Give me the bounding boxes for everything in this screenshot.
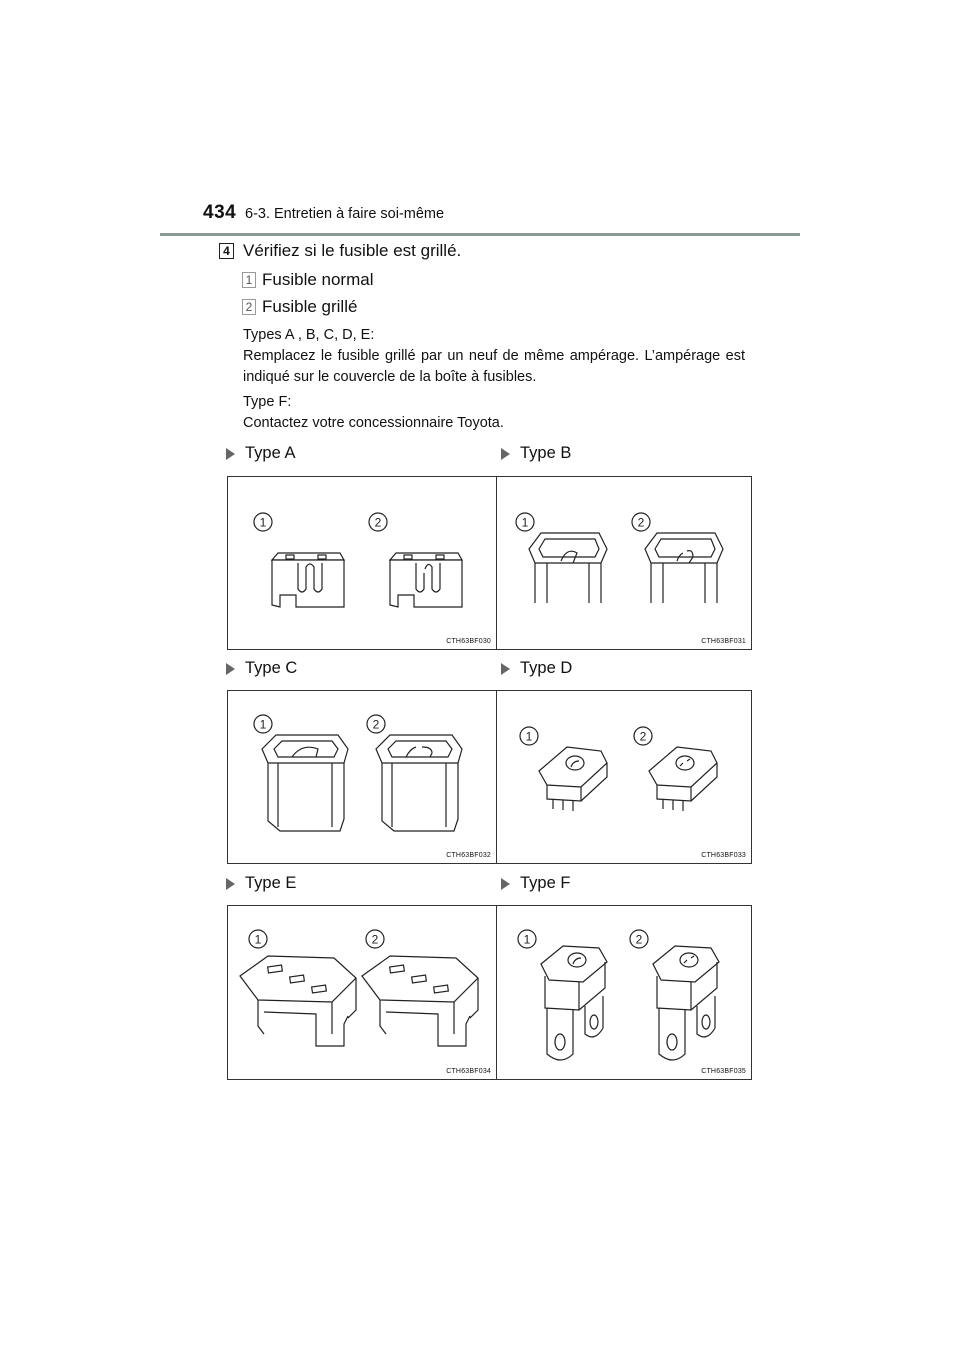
callout-2 <box>634 727 652 745</box>
figure-code: CTH63BF033 <box>701 852 746 859</box>
triangle-bullet-icon <box>226 663 235 675</box>
header-rule <box>160 233 800 236</box>
svg-text:2: 2 <box>374 515 382 530</box>
svg-text:1: 1 <box>254 932 262 947</box>
svg-text:2: 2 <box>371 932 379 947</box>
callout-2 <box>369 513 387 531</box>
item-1-badge: 1 <box>242 272 256 288</box>
types-abcde-heading: Types A , B, C, D, E: <box>243 327 375 343</box>
fuse-blown-illustration <box>390 553 462 607</box>
svg-text:1: 1 <box>523 932 531 947</box>
triangle-bullet-icon <box>226 448 235 460</box>
svg-text:1: 1 <box>521 515 529 530</box>
callout-2 <box>367 715 385 733</box>
type-f-label: Type F <box>501 874 570 893</box>
fuse-blown-illustration <box>362 956 478 1046</box>
svg-text:2: 2 <box>637 515 645 530</box>
figure-type-a <box>227 476 497 650</box>
section-title: 6-3. Entretien à faire soi-même <box>245 206 445 222</box>
figure-code: CTH63BF034 <box>446 1068 491 1075</box>
callout-1 <box>254 715 272 733</box>
triangle-bullet-icon <box>501 878 510 890</box>
svg-text:1: 1 <box>259 717 267 732</box>
callout-1 <box>520 727 538 745</box>
replace-fuse-paragraph: Remplacez le fusible grillé par un neuf de même ampérage. L’ampérage est indiqué sur le couvercle de la boîte à fusibles. <box>243 348 745 385</box>
item-2-badge: 2 <box>242 299 256 315</box>
svg-text:2: 2 <box>639 729 647 744</box>
figure-type-c <box>227 690 497 864</box>
fuse-normal-illustration <box>529 533 607 603</box>
svg-text:1: 1 <box>259 515 267 530</box>
item-2-label: Fusible grillé <box>262 297 358 316</box>
callout-2 <box>632 513 650 531</box>
fuse-normal-illustration <box>240 956 356 1046</box>
type-e-label: Type E <box>226 874 296 893</box>
svg-text:2: 2 <box>372 717 380 732</box>
step-instruction: Vérifiez si le fusible est grillé. <box>243 241 462 260</box>
callout-1 <box>516 513 534 531</box>
figure-type-f <box>496 905 752 1080</box>
callout-2 <box>366 930 384 948</box>
fuse-blown-illustration <box>645 533 723 603</box>
page-number: 434 <box>203 202 237 223</box>
figure-type-b <box>496 476 752 650</box>
triangle-bullet-icon <box>501 663 510 675</box>
fuse-blown-illustration <box>376 735 462 831</box>
type-b-label: Type B <box>501 444 571 463</box>
contact-dealer-paragraph: Contactez votre concessionnaire Toyota. <box>243 415 504 431</box>
type-f-heading: Type F: <box>243 394 292 410</box>
callout-2 <box>630 930 648 948</box>
type-a-label: Type A <box>226 444 295 463</box>
fuse-normal-illustration <box>272 553 344 607</box>
fuse-normal-illustration <box>539 747 607 811</box>
fuse-blown-illustration <box>653 946 719 1060</box>
figure-code: CTH63BF030 <box>446 638 491 645</box>
fuse-normal-illustration <box>541 946 607 1060</box>
callout-1 <box>254 513 272 531</box>
figure-code: CTH63BF035 <box>701 1068 746 1075</box>
svg-text:1: 1 <box>525 729 533 744</box>
figure-type-d <box>496 690 752 864</box>
triangle-bullet-icon <box>226 878 235 890</box>
item-1-label: Fusible normal <box>262 270 374 289</box>
step-number-badge: 4 <box>219 243 234 259</box>
callout-1 <box>518 930 536 948</box>
type-d-label: Type D <box>501 659 572 678</box>
fuse-normal-illustration <box>262 735 348 831</box>
svg-text:2: 2 <box>635 932 643 947</box>
triangle-bullet-icon <box>501 448 510 460</box>
fuse-blown-illustration <box>649 747 717 811</box>
type-c-label: Type C <box>226 659 297 678</box>
figure-type-e <box>227 905 497 1080</box>
callout-1 <box>249 930 267 948</box>
figure-code: CTH63BF031 <box>701 638 746 645</box>
figure-code: CTH63BF032 <box>446 852 491 859</box>
